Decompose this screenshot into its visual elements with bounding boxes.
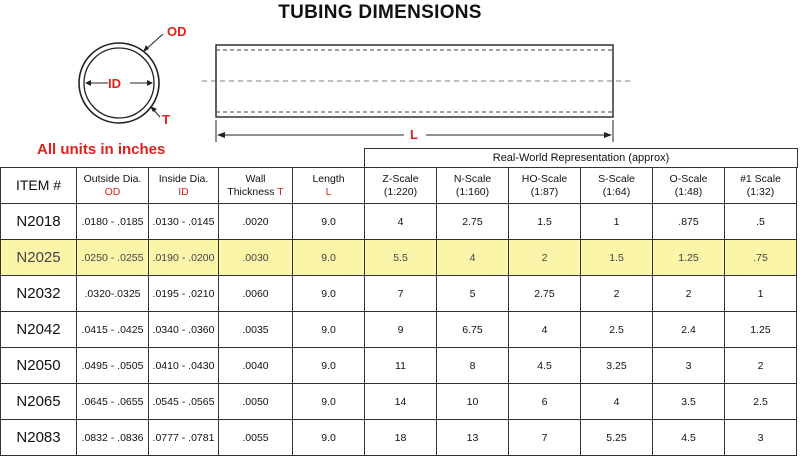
item-number: N2042	[1, 312, 77, 348]
s-value: 1.5	[581, 240, 653, 276]
real-world-header: Real-World Representation (approx)	[364, 148, 798, 168]
wall-value: .0060	[219, 276, 293, 312]
col-inside-dia	[149, 168, 219, 204]
tubing-table	[0, 167, 797, 456]
n-value: 13	[437, 420, 509, 456]
id-value: .0190 - .0200	[149, 240, 219, 276]
wall-value: .0035	[219, 312, 293, 348]
z-value: 9	[365, 312, 437, 348]
one-value: 1	[725, 276, 797, 312]
wall-value: .0040	[219, 348, 293, 384]
one-value: 1.25	[725, 312, 797, 348]
col-id-line2: ID	[178, 185, 189, 198]
col-od-line2: OD	[104, 185, 121, 198]
z-value: 11	[365, 348, 437, 384]
od-value: .0645 - .0655	[77, 384, 149, 420]
ho-value: 1.5	[509, 204, 581, 240]
length-value: 9.0	[293, 348, 365, 384]
col-o-line1: O-Scale	[669, 172, 708, 185]
od-value: .0832 - .0836	[77, 420, 149, 456]
col-o-scale	[653, 168, 725, 204]
s-value: 3.25	[581, 348, 653, 384]
od-value: .0250 - .0255	[77, 240, 149, 276]
col-od-line1: Outside Dia.	[83, 172, 142, 185]
o-value: .875	[653, 204, 725, 240]
wall-value: .0030	[219, 240, 293, 276]
id-value: .0130 - .0145	[149, 204, 219, 240]
col-n-line1: N-Scale	[453, 172, 492, 185]
item-number: N2032	[1, 276, 77, 312]
id-value: .0340 - .0360	[149, 312, 219, 348]
n-value: 4	[437, 240, 509, 276]
col-z-line1: Z-Scale	[382, 172, 419, 185]
one-value: 2.5	[725, 384, 797, 420]
one-value: .5	[725, 204, 797, 240]
length-value: 9.0	[293, 276, 365, 312]
col-wall-line1: Wall	[245, 172, 266, 185]
item-number: N2050	[1, 348, 77, 384]
col-one-line2: (1:32)	[746, 185, 775, 198]
id-label: ID	[108, 76, 121, 91]
ho-value: 2	[509, 240, 581, 276]
s-value: 1	[581, 204, 653, 240]
od-label: OD	[167, 24, 187, 39]
n-value: 5	[437, 276, 509, 312]
o-value: 2	[653, 276, 725, 312]
col-one-scale	[725, 168, 797, 204]
length-value: 9.0	[293, 240, 365, 276]
col-ho-line1: HO-Scale	[521, 172, 568, 185]
z-value: 18	[365, 420, 437, 456]
ho-value: 7	[509, 420, 581, 456]
col-z-line2: (1:220)	[383, 185, 418, 198]
n-value: 2.75	[437, 204, 509, 240]
t-label: T	[162, 112, 170, 127]
od-value: .0495 - .0505	[77, 348, 149, 384]
one-value: 2	[725, 348, 797, 384]
id-value: .0410 - .0430	[149, 348, 219, 384]
s-value: 4	[581, 384, 653, 420]
one-value: 3	[725, 420, 797, 456]
col-one-line1: #1 Scale	[740, 172, 781, 185]
item-number: N2025	[1, 240, 77, 276]
id-value: .0195 - .0210	[149, 276, 219, 312]
item-number: N2065	[1, 384, 77, 420]
o-value: 3.5	[653, 384, 725, 420]
col-s-line1: S-Scale	[598, 172, 635, 185]
z-value: 4	[365, 204, 437, 240]
o-value: 4.5	[653, 420, 725, 456]
length-value: 9.0	[293, 312, 365, 348]
table-header-row	[1, 168, 797, 204]
col-wall-line2: Thickness	[227, 185, 275, 198]
table-row	[1, 276, 797, 312]
col-length	[293, 168, 365, 204]
col-wall-line3: T	[277, 185, 284, 198]
col-s-scale	[581, 168, 653, 204]
o-value: 2.4	[653, 312, 725, 348]
col-length-line1: Length	[312, 172, 345, 185]
col-ho-scale	[509, 168, 581, 204]
table-row	[1, 384, 797, 420]
length-value: 9.0	[293, 204, 365, 240]
table-row	[1, 420, 797, 456]
z-value: 5.5	[365, 240, 437, 276]
n-value: 8	[437, 348, 509, 384]
col-length-line2: L	[325, 185, 332, 198]
z-value: 14	[365, 384, 437, 420]
od-value: .0180 - .0185	[77, 204, 149, 240]
wall-value: .0055	[219, 420, 293, 456]
ho-value: 4.5	[509, 348, 581, 384]
z-value: 7	[365, 276, 437, 312]
ho-value: 6	[509, 384, 581, 420]
length-label: L	[410, 127, 418, 142]
ho-value: 2.75	[509, 276, 581, 312]
page-title: TUBING DIMENSIONS	[278, 2, 482, 23]
col-n-scale	[437, 168, 509, 204]
n-value: 10	[437, 384, 509, 420]
col-z-scale	[365, 168, 437, 204]
wall-value: .0050	[219, 384, 293, 420]
n-value: 6.75	[437, 312, 509, 348]
col-id-line1: Inside Dia.	[158, 172, 209, 185]
table-row-highlighted	[1, 240, 797, 276]
o-value: 1.25	[653, 240, 725, 276]
col-item: ITEM #	[1, 168, 77, 204]
table-row	[1, 312, 797, 348]
col-n-line2: (1:160)	[455, 185, 490, 198]
col-outside-dia	[77, 168, 149, 204]
ho-value: 4	[509, 312, 581, 348]
od-value: .0415 - .0425	[77, 312, 149, 348]
table-row	[1, 204, 797, 240]
length-value: 9.0	[293, 420, 365, 456]
col-wall-thickness	[219, 168, 293, 204]
id-value: .0777 - .0781	[149, 420, 219, 456]
od-value: .0320-.0325	[77, 276, 149, 312]
item-number: N2018	[1, 204, 77, 240]
item-number: N2083	[1, 420, 77, 456]
s-value: 2	[581, 276, 653, 312]
units-note: All units in inches	[37, 141, 166, 158]
id-value: .0545 - .0565	[149, 384, 219, 420]
one-value: .75	[725, 240, 797, 276]
o-value: 3	[653, 348, 725, 384]
col-o-line2: (1:48)	[674, 185, 703, 198]
s-value: 2.5	[581, 312, 653, 348]
table-row	[1, 348, 797, 384]
wall-value: .0020	[219, 204, 293, 240]
col-ho-line2: (1:87)	[530, 185, 559, 198]
col-s-line2: (1:64)	[602, 185, 631, 198]
s-value: 5.25	[581, 420, 653, 456]
length-value: 9.0	[293, 384, 365, 420]
